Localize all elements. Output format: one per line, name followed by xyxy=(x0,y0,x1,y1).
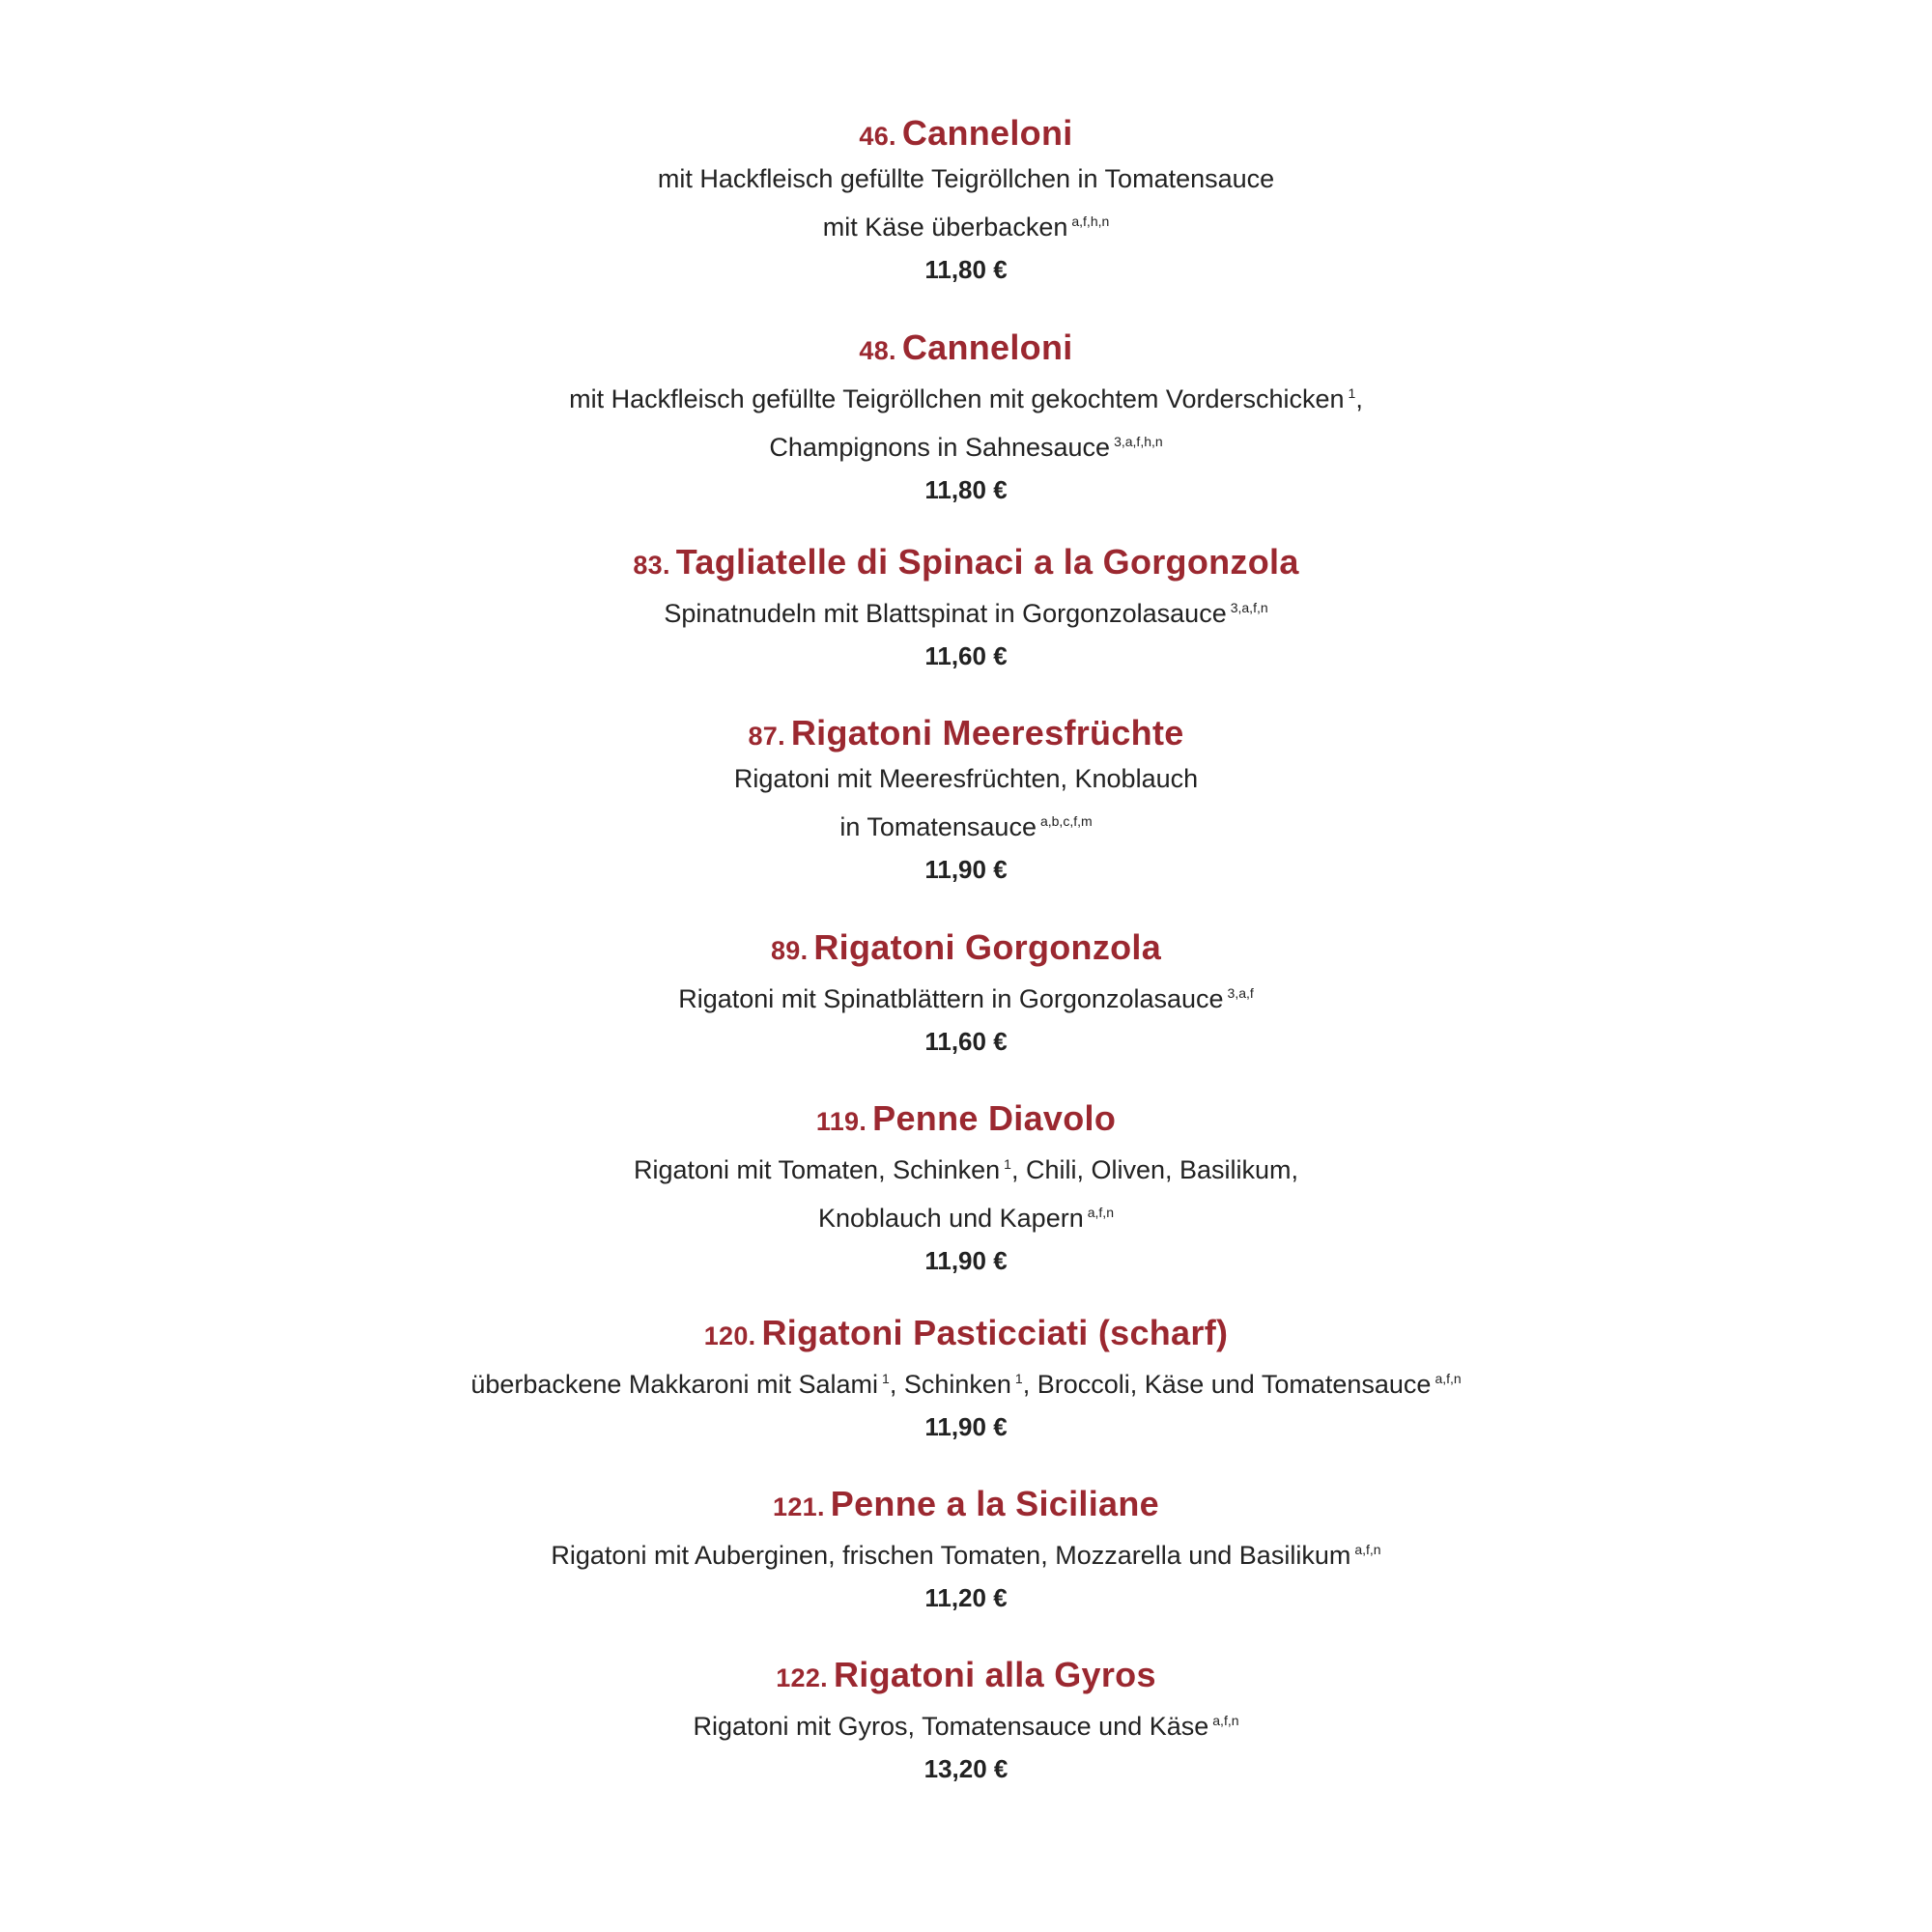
description-line: mit Käse überbacken xyxy=(822,213,1068,242)
menu-item xyxy=(0,1097,1932,1282)
item-price: 13,20 € xyxy=(923,1754,1009,1783)
menu-item xyxy=(0,112,1932,291)
item-title xyxy=(0,712,1932,757)
item-description xyxy=(0,157,1932,248)
description-line: Knoblauch und Kapern xyxy=(818,1204,1084,1233)
item-title xyxy=(0,1654,1932,1699)
allergen-codes: a,f,n xyxy=(1354,1542,1381,1557)
item-price: 11,60 € xyxy=(924,1027,1008,1056)
item-name: Rigatoni Gorgonzola xyxy=(813,927,1162,967)
item-description xyxy=(0,1357,1932,1406)
item-title xyxy=(0,541,1932,586)
description-line: überbackene Makkaroni mit Salami xyxy=(470,1370,879,1399)
item-price: 11,20 € xyxy=(924,1583,1008,1612)
description-line: Rigatoni mit Meeresfrüchten, Knoblauch xyxy=(733,764,1199,793)
menu-item xyxy=(0,1483,1932,1619)
item-description xyxy=(0,586,1932,635)
description-line: mit Hackfleisch gefüllte Teigröllchen in Tomatensauce xyxy=(657,164,1275,193)
menu-item xyxy=(0,1312,1932,1448)
item-name: Rigatoni Meeresfrüchte xyxy=(790,713,1184,753)
allergen-codes: 3,a,f,n xyxy=(1230,600,1268,615)
item-name: Rigatoni Pasticciati (scharf) xyxy=(761,1313,1229,1352)
allergen-codes: 3,a,f xyxy=(1227,985,1254,1001)
item-title xyxy=(0,327,1932,372)
description-line: Rigatoni mit Spinatblättern in Gorgonzolasauce xyxy=(678,984,1224,1013)
allergen-codes: a,f,n xyxy=(1435,1371,1462,1386)
allergen-codes: a,f,n xyxy=(1087,1205,1114,1220)
description-line: , xyxy=(1355,384,1363,413)
menu-item xyxy=(0,541,1932,677)
menu-item xyxy=(0,712,1932,891)
description-line: Champignons in Sahnesauce xyxy=(769,433,1111,462)
item-name: Tagliatelle di Spinaci a la Gorgonzola xyxy=(675,542,1299,582)
item-number: 83. xyxy=(633,551,670,580)
description-line: , Schinken xyxy=(889,1370,1011,1399)
menu-item xyxy=(0,327,1932,511)
item-description xyxy=(0,757,1932,848)
item-price: 11,90 € xyxy=(924,855,1008,884)
item-description xyxy=(0,972,1932,1020)
item-title xyxy=(0,1483,1932,1528)
item-title xyxy=(0,926,1932,972)
item-description xyxy=(0,1143,1932,1239)
allergen-codes: 1 xyxy=(1004,1156,1011,1172)
description-line: , Chili, Oliven, Basilikum, xyxy=(1010,1155,1299,1184)
item-name: Rigatoni alla Gyros xyxy=(833,1655,1156,1694)
description-line: in Tomatensauce xyxy=(839,812,1037,841)
item-price: 11,80 € xyxy=(924,255,1008,284)
item-number: 119. xyxy=(815,1107,867,1136)
item-number: 87. xyxy=(748,722,785,751)
item-description xyxy=(0,1528,1932,1577)
allergen-codes: 1 xyxy=(882,1371,890,1386)
menu-item xyxy=(0,1654,1932,1790)
item-number: 121. xyxy=(773,1492,825,1521)
allergen-codes: a,b,c,f,m xyxy=(1039,813,1093,829)
item-number: 46. xyxy=(859,122,896,151)
item-price: 11,90 € xyxy=(924,1412,1008,1441)
allergen-codes: 3,a,f,h,n xyxy=(1114,434,1163,449)
item-title xyxy=(0,1312,1932,1357)
item-description xyxy=(0,1699,1932,1747)
item-number: 122. xyxy=(776,1663,828,1692)
description-line: Spinatnudeln mit Blattspinat in Gorgonzolasauce xyxy=(664,599,1227,628)
item-price: 11,90 € xyxy=(924,1246,1008,1275)
allergen-codes: a,f,n xyxy=(1212,1713,1239,1728)
item-name: Penne Diavolo xyxy=(872,1098,1117,1138)
item-number: 48. xyxy=(859,336,896,365)
menu-item xyxy=(0,926,1932,1063)
item-number: 120. xyxy=(703,1321,756,1350)
item-name: Penne a la Siciliane xyxy=(830,1484,1159,1523)
description-line: Rigatoni mit Auberginen, frischen Tomaten, Mozzarella und Basilikum xyxy=(551,1541,1351,1570)
description-line: mit Hackfleisch gefüllte Teigröllchen mit gekochtem Vorderschicken xyxy=(569,384,1345,413)
item-description xyxy=(0,372,1932,469)
allergen-codes: a,f,h,n xyxy=(1071,213,1110,229)
item-price: 11,80 € xyxy=(924,475,1008,504)
item-name: Canneloni xyxy=(901,327,1073,367)
description-line: Rigatoni mit Tomaten, Schinken xyxy=(633,1155,1001,1184)
item-name: Canneloni xyxy=(901,113,1073,153)
description-line: Rigatoni mit Gyros, Tomatensauce und Käse xyxy=(693,1712,1209,1741)
item-price: 11,60 € xyxy=(924,641,1008,670)
item-title xyxy=(0,112,1932,157)
item-number: 89. xyxy=(770,936,809,965)
allergen-codes: 1 xyxy=(1014,1371,1023,1386)
allergen-codes: 1 xyxy=(1348,385,1356,401)
item-title xyxy=(0,1097,1932,1143)
description-line: , Broccoli, Käse und Tomatensauce xyxy=(1022,1370,1432,1399)
